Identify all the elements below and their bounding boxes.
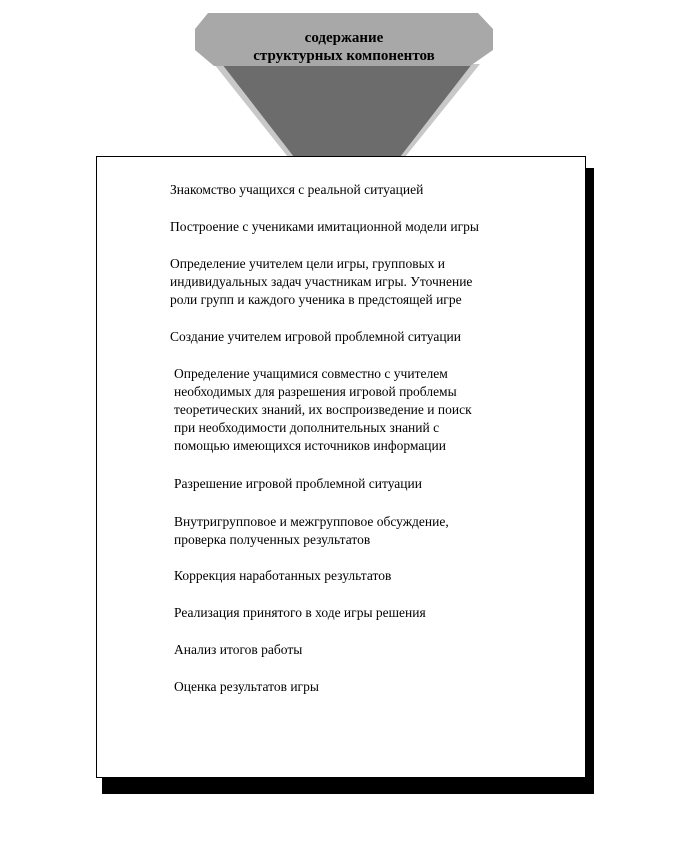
step-4: Создание учителем игровой проблемной ситуации	[170, 329, 461, 344]
funnel-title	[196, 29, 492, 65]
step-7: Внутригрупповое и межгрупповое обсуждение, проверка полученных результатов	[174, 514, 449, 547]
funnel-title-line-2: структурных компонентов	[253, 48, 435, 64]
step-6: Разрешение игровой проблемной ситуации	[174, 476, 422, 491]
components-box	[96, 156, 586, 778]
step-10: Анализ итогов работы	[174, 642, 303, 657]
step-2: Построение с учениками имитационной модели игры	[170, 219, 479, 234]
step-1: Знакомство учащихся с реальной ситуацией	[170, 182, 424, 197]
step-3: Определение учителем цели игры, групповых и индивидуальных задач участникам игры. Уточнение роли групп и каждого ученика в предстоящей игре	[170, 256, 473, 307]
step-5: Определение учащимися совместно с учителем необходимых для разрешения игровой проблемы теоретических знаний, их воспроизведение и поиск при необходимости дополнительных знаний с помощью имеющихся источников информации	[174, 366, 472, 453]
step-11: Оценка результатов игры	[174, 679, 319, 694]
step-9: Реализация принятого в ходе игры решения	[174, 605, 426, 620]
step-8: Коррекция наработанных результатов	[174, 568, 392, 583]
funnel-graphic	[0, 0, 685, 170]
funnel-title-line-1: содержание	[304, 30, 384, 46]
funnel-body	[222, 64, 472, 157]
